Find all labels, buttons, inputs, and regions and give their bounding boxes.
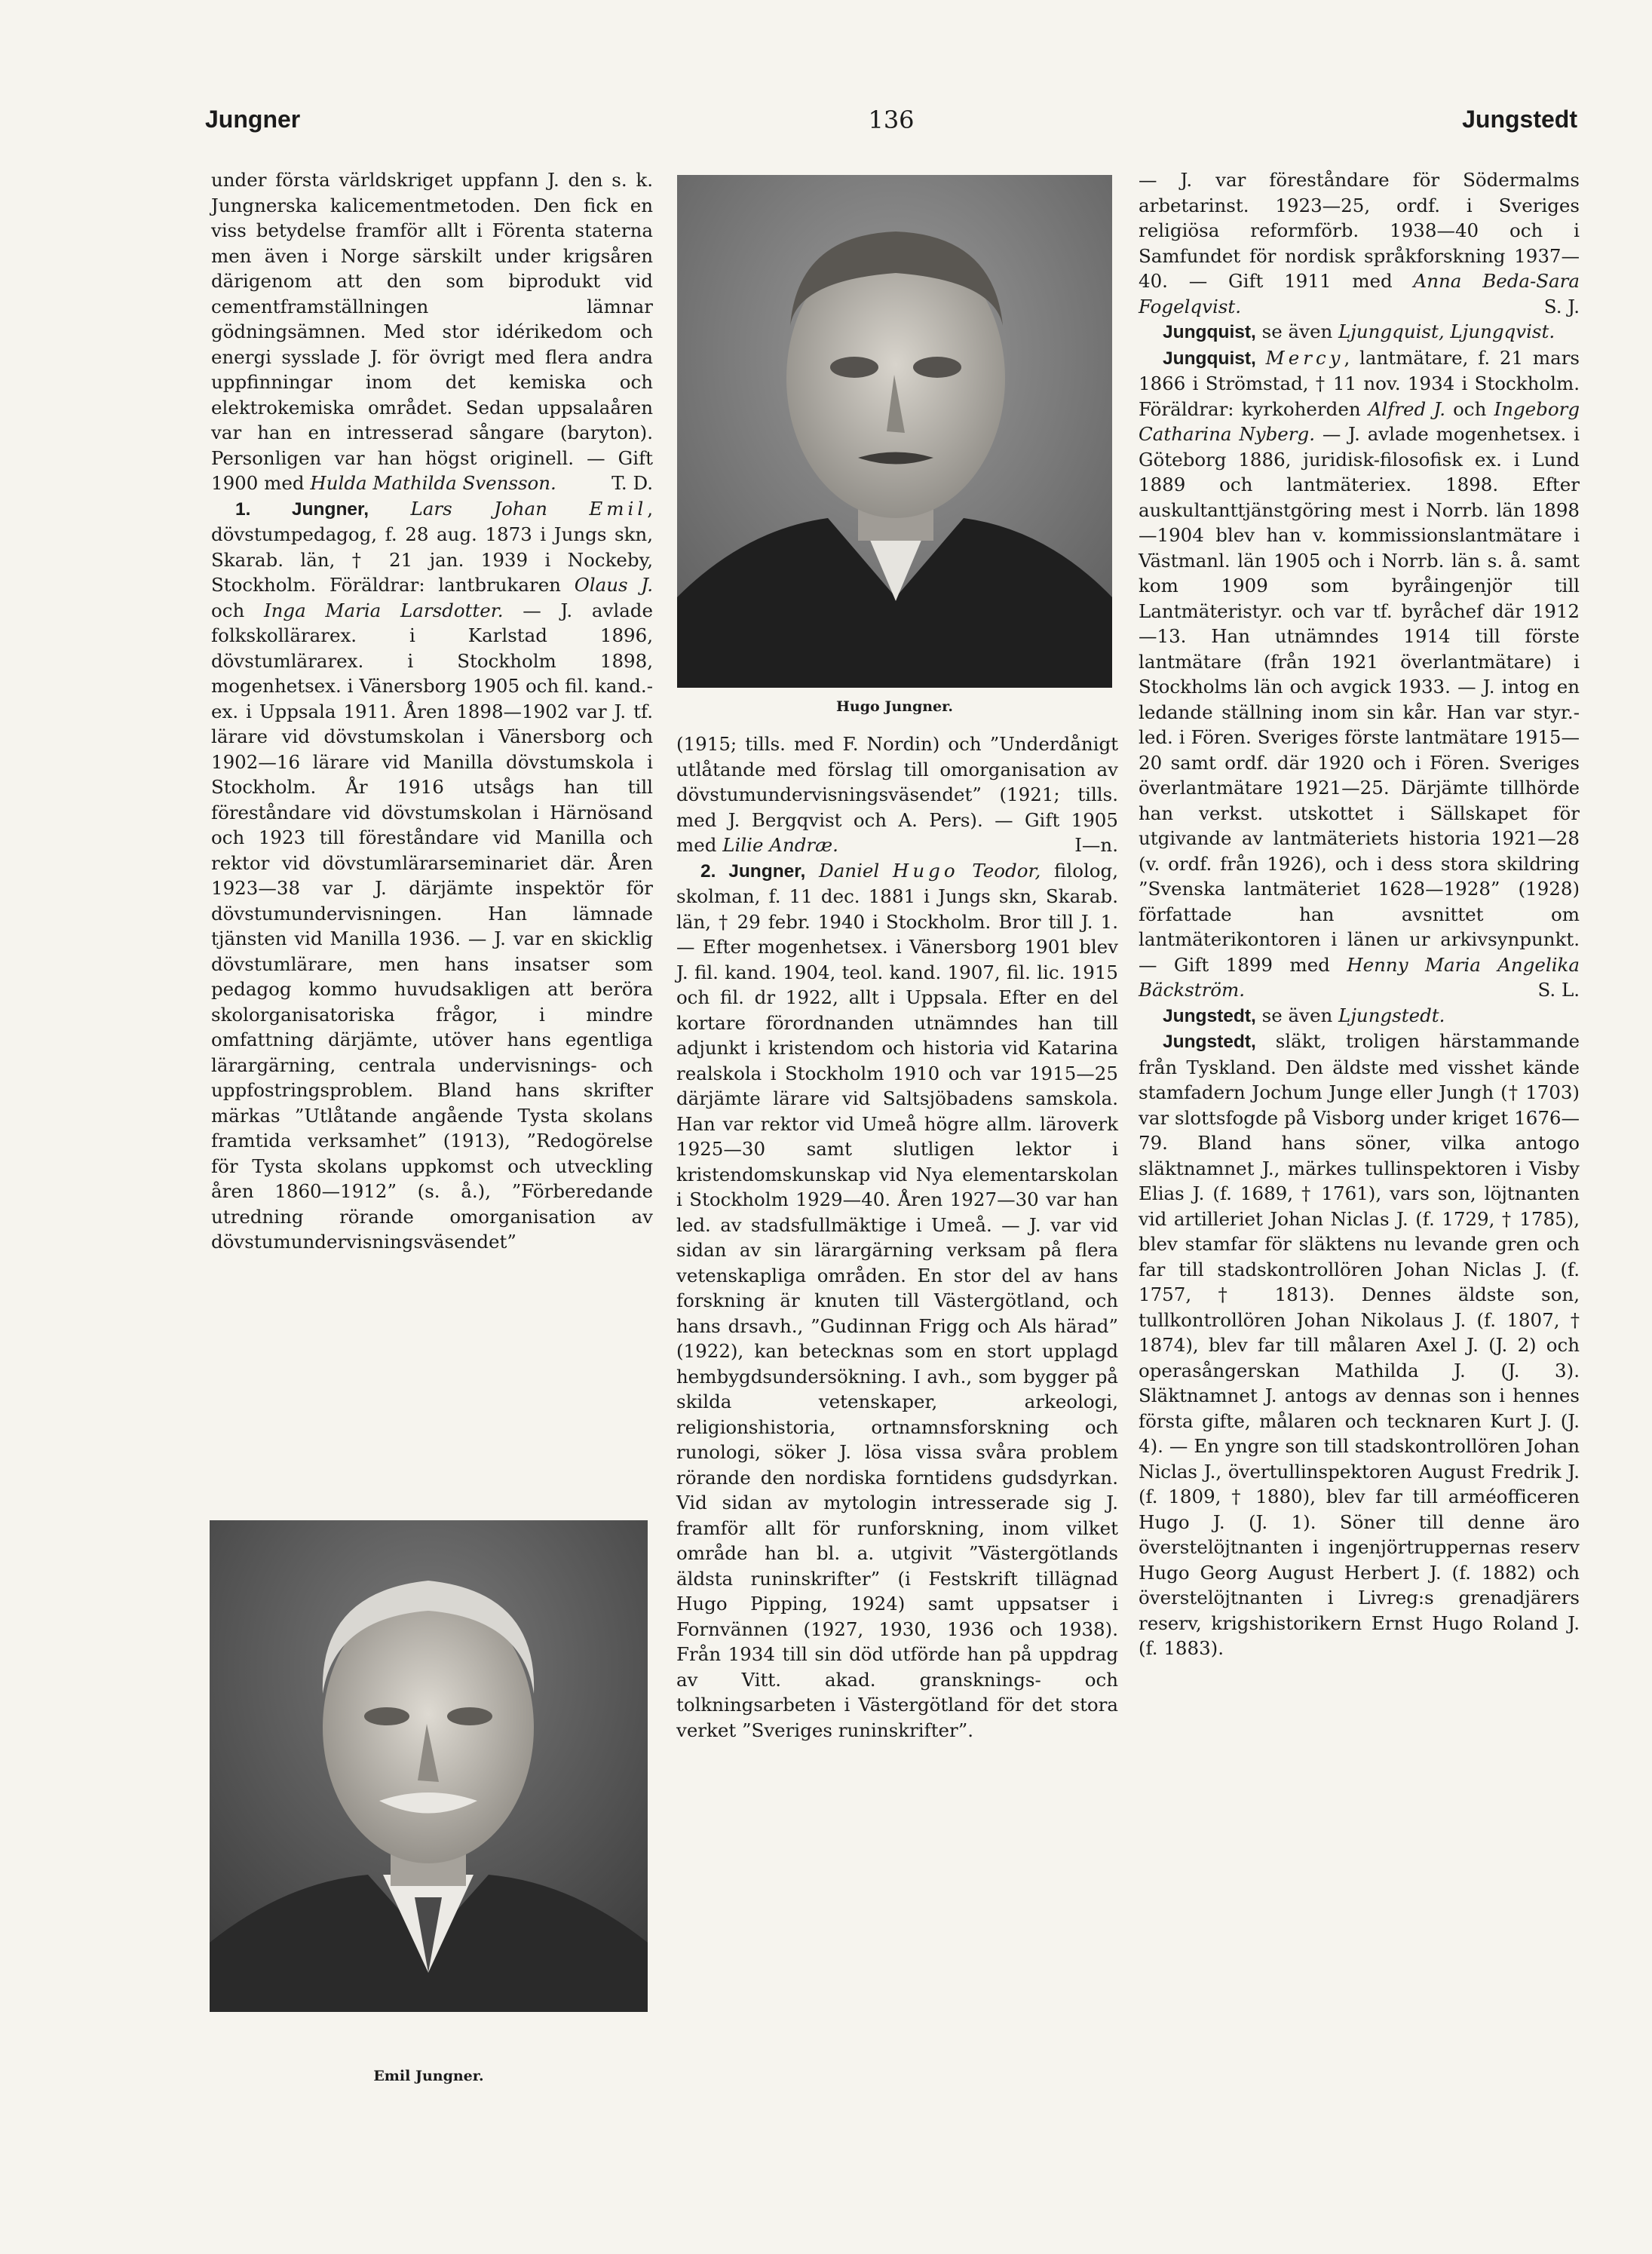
entry-called-name: Hugo bbox=[893, 859, 959, 882]
entry-text: — J. avlade mogenhetsex. i Göteborg 1886, juridisk-filosofisk ex. i Lund 1889 och lantmäteriex. 1898. Efter auskultanttjänstgöring mest i Norrb. län 1898—1904 blev han v. kommissionslantmätare i Västmanl. län 1905 och i Norrb. län s. å. samt kom 1909 som byråingenjör till Lantmäteristyr. och var tf. byråchef där 1912—13. Han utnämndes 1914 till förste lantmätare (från 1921 överlantmätare) i Stockholms län och avgick 1933. — J. intog en ledande ställning inom sin kår. Han var styr.-led. i Fören. Sveriges förste lantmätare 1915—20 samt ordf. där 1920 och i Fören. Sveriges överlantmätare 1921—25. Därjämte tillhörde han verkst. utskottet i Sällskapet för utgivande av lantmäteriets historia 1921—28 (v. ordf. från 1926), och i dess stora skildring ”Svenska lantmäteriet 1628—1928” (1928) författade han avsnittet om lantmäterikontoren i länen ur arkivsynpunkt. — Gift 1899 med bbox=[1139, 423, 1580, 976]
header-right-keyword: Jungstedt bbox=[1462, 106, 1577, 133]
entry-keyword: Jungquist, bbox=[1163, 348, 1256, 369]
entry-text: se även bbox=[1255, 1004, 1339, 1026]
text-column-left bbox=[211, 167, 653, 1255]
author-signature: S. L. bbox=[1537, 979, 1580, 1001]
father-name: Olaus J. bbox=[574, 574, 653, 596]
entry-keyword: Jungstedt, bbox=[1163, 1005, 1256, 1026]
entry-text: släkt, troligen härstammande från Tyskland. Den äldste med visshet kände stamfadern Jochum Junge eller Jungh († 1703) var slottsfogde på Visborg under kriget 1676—79. Bland hans söner, vilka antogo släktnamnet J., märkes tullinspektoren i Visby Elias J. (f. 1689, † 1761), vars son, löjtnanten vid artilleriet Johan Niclas J. (f. 1729, † 1785), blev stamfar för släktens nu levande gren och far till stadskontrollören Johan Niclas J. (f. 1757, † 1813). Dennes äldste son, tullkontrollören Johan Nikolaus J. (f. 1807, † 1874), blev far till målaren Axel J. (J. 2) och operasångerskan Mathilda J. (J. 3). Släktnamnet J. antogs av dennas son i hennes första gifte, målaren och tecknaren Kurt J. (J. 4). — En yngre son till stadskontrollören Johan Niclas J., övertullinspektoren August Fredrik J. (f. 1809, † 1880), blev far till arméofficeren Hugo J. (J. 1). Söner till denne äro överstelöjtnanten i ingenjörtruppernas reserv Hugo Georg August Herbert J. (f. 1882) och överstelöjtnanten i Livreg:s grenadjärers reserv, krigshistorikern Ernst Hugo Roland J. (f. 1883). bbox=[1139, 1030, 1580, 1659]
author-signature: I—n. bbox=[1074, 834, 1118, 856]
entry-jungquist-ref bbox=[1139, 319, 1580, 345]
caption-emil: Emil Jungner. bbox=[373, 2068, 484, 2084]
entry-hugo-jungner bbox=[676, 858, 1118, 1743]
cross-reference: Ljungquist, Ljungqvist. bbox=[1338, 320, 1555, 342]
entry-mercy-jungquist bbox=[1139, 345, 1580, 1003]
spouse-name: Lilie Andræ. bbox=[722, 834, 838, 856]
entry-keyword: 1. Jungner, bbox=[235, 498, 369, 520]
paragraph bbox=[1139, 167, 1580, 319]
spouse-name: Henny Maria Angelika Bäckström. bbox=[1139, 953, 1580, 1001]
author-signature: T. D. bbox=[611, 472, 653, 494]
entry-given-names: Daniel bbox=[819, 859, 880, 882]
entry-text: , dövstumpedagog, f. 28 aug. 1873 i Jungs skn, Skarab. län, † 21 jan. 1939 i Nockeby, Stockholm. Föräldrar: lantbrukaren bbox=[211, 497, 653, 596]
portrait-hugo-image bbox=[677, 175, 1112, 688]
header-left-keyword: Jungner bbox=[205, 106, 301, 133]
mother-name: Inga Maria Larsdotter. bbox=[263, 599, 504, 621]
entry-keyword: Jungquist, bbox=[1163, 322, 1256, 342]
entry-emil-jungner bbox=[211, 496, 653, 1255]
entry-text: och bbox=[1445, 397, 1494, 420]
cross-reference: Ljungstedt. bbox=[1338, 1004, 1445, 1026]
caption-hugo: Hugo Jungner. bbox=[835, 698, 954, 715]
entry-text: under första världskriget uppfann J. den s. k. Jungnerska kalicementmetoden. Den fick en viss betydelse framför allt i Förenta staterna men även i Norge särskilt under krigsåren därigenom att den som biprodukt vid cementframställningen lämnar gödningsämnen. Med stor idérikedom och energi sysslade J. för övrigt med flera andra uppfinningar inom det kemiska och elektrokemiska området. Sedan uppsalaåren var han en intresserad sångare (baryton). Personligen var han högst originell. — Gift 1900 med bbox=[211, 169, 653, 494]
portrait-emil-image bbox=[210, 1520, 648, 2012]
entry-text: — J. avlade folkskollärarex. i Karlstad 1896, dövstumlärarex. i Stockholm 1898, mogenhetsex. i Vänersborg 1905 och fil. kand.-ex. i Uppsala 1911. Åren 1898—1902 var J. tf. lärare vid dövstumskolan i Vänersborg och 1902—16 lärare vid Manilla dövstumskola i Stockholm. År 1916 utsågs han till föreståndare vid dövstumskolan i Härnösand och 1923 till föreståndare vid Manilla och rektor vid dövstumlärarseminariet där. Åren 1923—38 var J. därjämte inspektör för dövstumundervisningen. Han lämnade tjänsten vid Manilla 1936. — J. var en skicklig dövstumlärare, men hans insatser som pedagog kommo huvudsakligen att beröra skolorganisatoriska frågor, i mindre omfattning därjämte, utöver hans egentliga lärargärning, centrala undervisnings- och uppfostringsproblem. Bland hans skrifter märkas ”Utlåtande angående Tysta skolans framtida verksamhet” (1913), ”Redogörelse för Tysta skolans uppkomst och utveckling åren 1860—1912” (s. å.), ”Förberedande utredning rörande omorganisation av dövstumundervisningsväsendet” bbox=[211, 599, 653, 1253]
father-name: Alfred J. bbox=[1368, 397, 1446, 420]
entry-text: filolog, skolman, f. 11 dec. 1881 i Jungs skn, Skarab. län, † 29 febr. 1940 i Stockholm. Bror till J. 1. — Efter mogenhetsex. i Vänersborg 1901 blev J. fil. kand. 1904, teol. kand. 1907, fil. lic. 1915 och fil. dr 1922, allt i Uppsala. Efter en del kortare förordnanden utnämndes han till adjunkt i kristendom och historia vid Katarina realskola i Stockholm 1910 och var 1915—25 därjämte lärare vid Saltsjöbadens samskola. Han var rektor vid Umeå högre allm. läroverk 1925—30 samt slutligen lektor i kristendomskunskap vid Nya elementarskolan i Stockholm 1929—40. Åren 1927—30 var han led. av stadsfullmäktige i Umeå. — J. var vid sidan av sin lärargärning verksam på flera vetenskapliga områden. En stor del av hans forskning är knuten till Västergötland, och hans drsavh., ”Gudinnan Frigg och Als härad” (1922), kan betecknas som en stort upplagd hembygdsundersökning. I avh., som bygger på skilda vetenskaper, arkeologi, religionshistoria, ortnamnsforskning och runologi, söker J. lösa vissa svåra problem rörande den nordiska forntidens gudsdyrkan. Vid sidan av mytologin intresserade sig J. framför allt för runforskning, inom vilket område han bl. a. utgivit ”Västergötlands äldsta runinskrifter” (i Festskrift tillägnad Hugo Pipping, 1924) samt uppsatser i Fornvännen (1927, 1930, 1936 och 1938). Från 1934 till sin död utförde han på uppdrag av Vitt. akad. gransknings- och tolkningsarbeten i Västergötland för det stora verket ”Sveriges runinskrifter”. bbox=[676, 859, 1119, 1741]
page-number: 136 bbox=[868, 106, 915, 134]
portrait-hugo-jungner bbox=[677, 175, 1112, 688]
spouse-name: Hulda Mathilda Svensson. bbox=[310, 472, 556, 494]
author-signature: S. J. bbox=[1543, 295, 1580, 317]
text-column-middle bbox=[676, 731, 1118, 1743]
entry-keyword: 2. Jungner, bbox=[700, 860, 806, 882]
entry-called-name: Emil bbox=[589, 497, 648, 520]
entry-jungstedt-ref bbox=[1139, 1003, 1580, 1029]
entry-keyword: Jungstedt, bbox=[1163, 1032, 1256, 1052]
portrait-emil-jungner bbox=[210, 1520, 648, 2012]
entry-text: och bbox=[211, 599, 264, 621]
paragraph bbox=[676, 731, 1118, 858]
entry-text: (1915; tills. med F. Nordin) och ”Underdånigt utlåtande med förslag till omorganisation av dövstumundervisningsväsendet” (1921; tills. med J. Bergqvist och A. Pers). — Gift 1905 med bbox=[676, 733, 1118, 856]
mother-name: Ingeborg Catharina Nyberg. bbox=[1139, 397, 1580, 445]
entry-text: — J. var föreståndare för Södermalms arbetarinst. 1923—25, ordf. i Sveriges religiösa reformförb. 1938—40 och i Samfundet för nordisk språkforskning 1937—40. — Gift 1911 med bbox=[1139, 169, 1580, 292]
entry-given-names: Lars Johan bbox=[410, 497, 547, 520]
entry-text: se även bbox=[1255, 320, 1339, 342]
text-column-right bbox=[1139, 167, 1580, 1661]
spouse-name: Anna Beda-Sara Fogelqvist. bbox=[1139, 270, 1580, 317]
entry-text: , lantmätare, f. 21 mars 1866 i Strömstad, † 11 nov. 1934 i Stockholm. Föräldrar: kyrkoherden bbox=[1139, 346, 1580, 420]
entry-jungstedt-family bbox=[1139, 1029, 1580, 1661]
entry-given-names-2: Teodor, bbox=[972, 859, 1041, 882]
entry-called-name: Mercy bbox=[1265, 346, 1344, 369]
page-header bbox=[205, 106, 1577, 151]
paragraph bbox=[211, 167, 653, 496]
